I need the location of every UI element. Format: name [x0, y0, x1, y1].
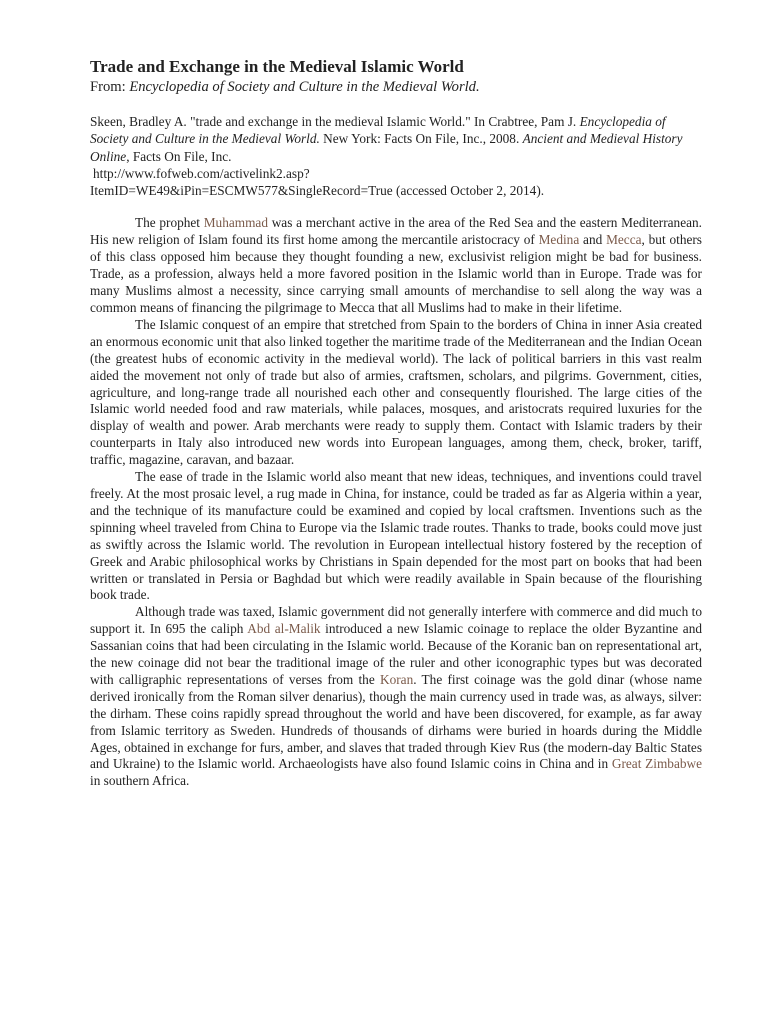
- paragraph-text: was a merchant active in the area of the Red Sea and the eastern Mediterranean. His new religion of Islam found its first home among the mercantile aristocracy of: [90, 215, 702, 248]
- paragraph-2: The Islamic conquest of an empire that stretched from Spain to the borders of China in inner Asia created an enormous economic unit that also linked together the maritime trade of the Mediterranean and the Indian Ocean (the greatest hubs of economic activity in the medieval world). The lack of political barriers in this vast realm aided the movement not only of trade but also of armies, craftsmen, scholars, and pilgrims. Government, cities, agriculture, and long-range trade all nourished each other and consequently flourished. The large cities of the Islamic world needed food and raw materials, while palaces, mosques, and aristocrats required luxuries for the display of wealth and power. Arab merchants were ready to supply them. Contact with Islamic traders by their counterparts in Italy also introduced new words into European languages, among them, check, broker, tariff, traffic, magazine, caravan, and bazaar.: [90, 316, 702, 468]
- paragraph-4: [90, 604, 702, 790]
- paragraph-text: . The first coinage was the gold dinar (whose name derived ironically from the Roman silver denarius), though the main currency used in trade was, as always, silver: the dirham. These coins rapidly spread throughout the world and have been discovered, for example, as far away from Islamic territory as Sweden. Hundreds of thousands of dirhams were buried in hoards during the Middle Ages, obtained in exchange for furs, amber, and slaves that traded through Kiev Rus (the modern-day Baltic States and Ukraine) to the Islamic world. Archaeologists have also found Islamic coins in China and in: [90, 671, 702, 772]
- link-muhammad[interactable]: Muhammad: [203, 215, 268, 231]
- article-body: [90, 215, 702, 790]
- paragraph-text: and: [579, 232, 607, 248]
- citation-book-title: Encyclopedia of Society and Culture in the Medieval World.: [90, 114, 666, 147]
- link-medina[interactable]: Medina: [538, 232, 580, 248]
- citation-url[interactable]: http://www.fofweb.com/activelink2.asp?: [93, 165, 310, 181]
- source-title: Encyclopedia of Society and Culture in the Medieval World.: [129, 79, 480, 95]
- document-title: Trade and Exchange in the Medieval Islamic World: [90, 57, 464, 76]
- citation: [90, 113, 702, 199]
- link-great-zimbabwe[interactable]: Great Zimbabwe: [611, 756, 702, 772]
- paragraph-text: in southern Africa.: [90, 773, 190, 789]
- paragraph-text: , but others of this class opposed him because they thought founding a new, exclusivist religion might be bad for business. Trade, as a profession, always held a more favored position in the Islamic world than in Europe. Trade was for many Muslims almost a necessity, since carrying small amounts of merchandise to sell along the way was a common means of financing the pilgrimage to Mecca that all Muslims had to make in their lifetime.: [90, 232, 702, 316]
- paragraph-1: [90, 215, 702, 316]
- citation-url-query[interactable]: ItemID=WE49&iPin=ESCMW577&SingleRecord=True (accessed October 2, 2014).: [90, 183, 545, 199]
- source-prefix: From:: [90, 79, 130, 95]
- paragraph-3: The ease of trade in the Islamic world also meant that new ideas, techniques, and inventions could travel freely. At the most prosaic level, a rug made in China, for instance, could be traded as far as Algeria within a year, and the technique of its manufacture could be examined and copied by local craftsmen. Inventions such as the spinning wheel traveled from China to Europe via the Islamic trade routes. Thanks to trade, books could move just as swiftly across the Islamic world. The revolution in European intellectual history fostered by the reception of Greek and Arabic philosophical works by Christians in Spain depended for the most part on books that had been written or translated in Persia or Baghdad but which were readily available in Spain because of the flourishing book trade.: [90, 469, 702, 603]
- source-line: [90, 78, 702, 96]
- link-abd-al-malik[interactable]: Abd al-Malik: [247, 621, 321, 637]
- link-mecca[interactable]: Mecca: [606, 232, 642, 248]
- paragraph-text: The prophet: [135, 215, 204, 231]
- paragraph-text: Although trade was taxed, Islamic government did not generally interfere with commerce and did much to support it. In 695 the caliph: [90, 604, 702, 637]
- link-koran[interactable]: Koran: [379, 671, 414, 687]
- paragraph-text: introduced a new Islamic coinage to replace the older Byzantine and Sassanian coins that had been circulating in the Islamic world. Because of the Koranic ban on representational art, the new coinage did not bear the traditional image of the ruler and other iconographic types but was decorated with calligraphic representations of verses from the: [90, 621, 703, 687]
- citation-publisher: New York: Facts On File, Inc., 2008.: [319, 131, 523, 147]
- document-page: [90, 56, 702, 790]
- citation-database-publisher: , Facts On File, Inc.: [126, 148, 232, 164]
- citation-authors: Skeen, Bradley A. "trade and exchange in the medieval Islamic World." In Crabtree, Pam J.: [90, 114, 580, 129]
- citation-database: Ancient and Medieval History Online: [90, 131, 683, 164]
